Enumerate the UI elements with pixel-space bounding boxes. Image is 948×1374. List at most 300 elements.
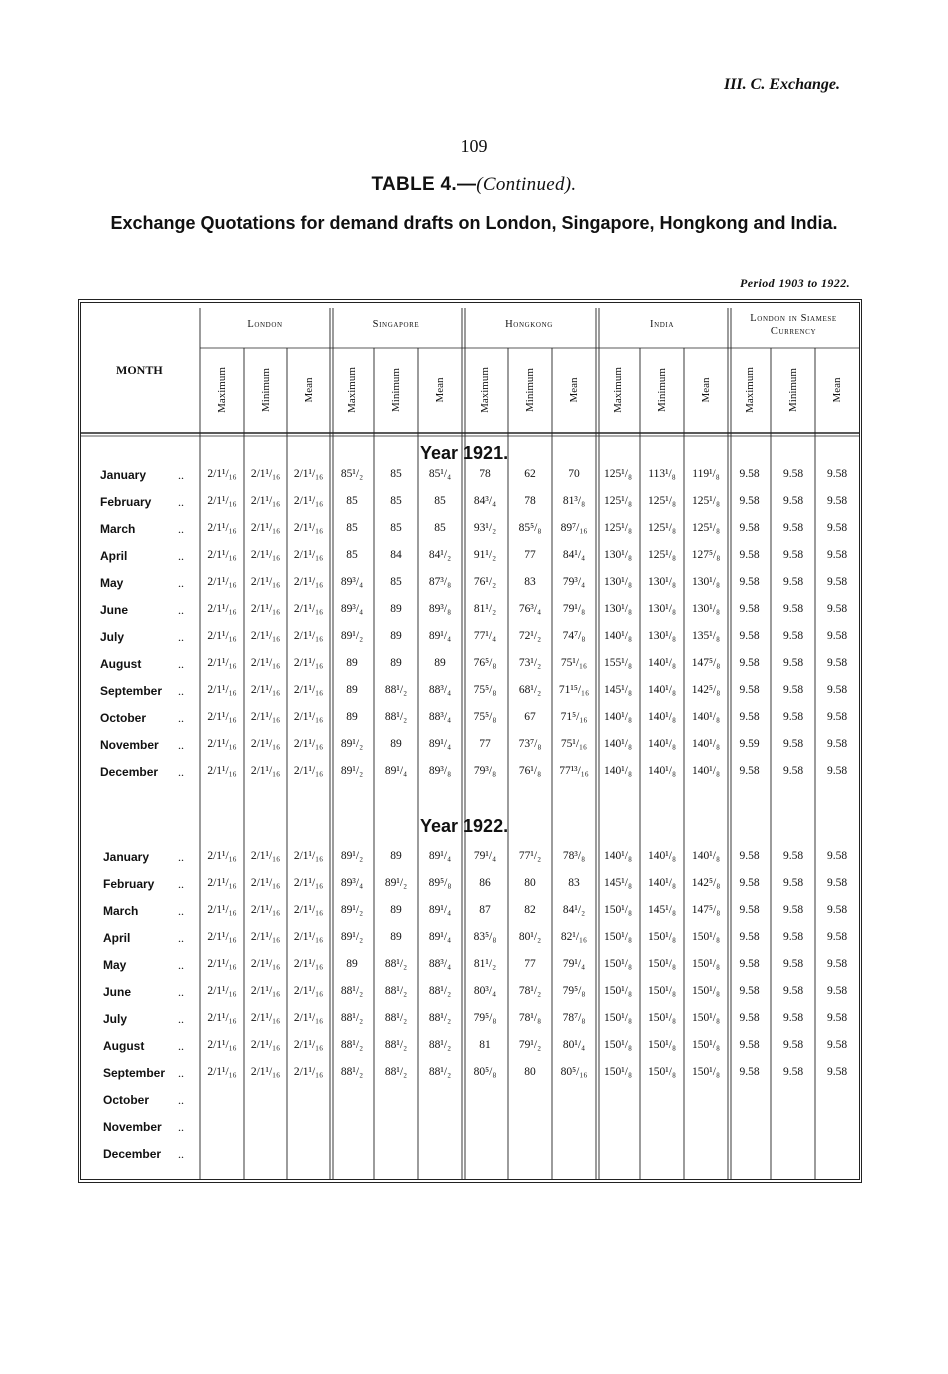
table-cell: 113¹/₈ — [648, 468, 676, 480]
table-cell: 9.58 — [826, 904, 848, 916]
table-cell: 2/1¹/₁₆ — [207, 877, 237, 889]
leader-dots: .. — [178, 738, 184, 752]
page-number: 109 — [460, 136, 488, 156]
table-cell: 88³/₄ — [428, 711, 452, 723]
table-cell: 150¹/₈ — [692, 1039, 720, 1051]
table-cell: 85¹/₄ — [428, 468, 452, 480]
table-cell: 9.58 — [739, 958, 760, 970]
table-cell: 83⁵/₈ — [473, 931, 497, 943]
leader-dots: .. — [178, 931, 184, 945]
table-cell: 125¹/₈ — [648, 522, 676, 534]
sub-header-minimum: Minimum — [787, 368, 799, 413]
table-cell: 88¹/₂ — [384, 1039, 408, 1051]
table-cell: 9.58 — [782, 576, 804, 588]
month-label: December — [100, 765, 159, 779]
table-cell: 77¹/₄ — [473, 630, 497, 642]
table-cell: 89 — [434, 657, 446, 669]
table-cell: 71¹⁵/₁₆ — [558, 684, 590, 696]
table-cell: 81³/₈ — [562, 495, 586, 507]
table-row — [0, 522, 948, 546]
table-cell: 9.58 — [826, 603, 848, 615]
table-cell: 130¹/₈ — [604, 603, 632, 615]
table-cell: 2/1¹/₁₆ — [293, 765, 324, 777]
table-title-continued: (Continued). — [476, 174, 577, 195]
table-cell: 89¹/₂ — [384, 877, 408, 889]
table-cell: 78¹/₂ — [518, 985, 542, 997]
table-cell: 89¹/₂ — [340, 850, 364, 862]
table-cell: 89 — [346, 958, 358, 970]
table-cell: 81 — [479, 1039, 491, 1051]
table-cell: 9.58 — [782, 877, 804, 889]
table-cell: 130¹/₈ — [692, 603, 720, 615]
table-cell: 2/1¹/₁₆ — [293, 522, 324, 534]
table-cell: 2/1¹/₁₆ — [207, 958, 237, 970]
table-cell: 89⁷/₁₆ — [560, 522, 588, 534]
table-cell: 82 — [524, 904, 536, 916]
month-label: March — [100, 522, 136, 536]
table-cell: 76³/₄ — [518, 603, 542, 615]
table-cell: 9.58 — [826, 495, 848, 507]
table-cell: 9.58 — [739, 603, 760, 615]
table-cell: 9.58 — [782, 931, 804, 943]
table-cell: 125¹/₈ — [604, 522, 632, 534]
table-cell: 9.58 — [826, 711, 848, 723]
month-label: February — [100, 495, 152, 509]
table-cell: 85 — [390, 468, 402, 480]
table-cell: 2/1¹/₁₆ — [207, 1039, 237, 1051]
table-cell: 79¹/₄ — [473, 850, 497, 862]
table-cell: 2/1¹/₁₆ — [293, 850, 324, 862]
table-cell: 2/1¹/₁₆ — [207, 850, 237, 862]
table-cell: 2/1¹/₁₆ — [293, 1039, 324, 1051]
table-row — [0, 850, 948, 874]
table-cell: 76¹/₂ — [473, 576, 497, 588]
leader-dots: .. — [178, 765, 184, 779]
table-cell: 2/1¹/₁₆ — [293, 576, 324, 588]
table-cell: 62 — [524, 468, 536, 480]
table-cell: 88¹/₂ — [428, 1012, 452, 1024]
leader-dots: .. — [178, 985, 184, 999]
table-cell: 2/1¹/₁₆ — [293, 711, 324, 723]
table-cell: 145¹/₈ — [648, 904, 676, 916]
table-cell: 85 — [346, 549, 358, 561]
table-cell: 89 — [390, 904, 402, 916]
table-cell: 77 — [524, 958, 536, 970]
table-cell: 2/1¹/₁₆ — [250, 576, 281, 588]
table-cell: 89¹/₄ — [428, 630, 452, 642]
table-cell: 125¹/₈ — [648, 495, 676, 507]
table-cell: 80¹/₄ — [562, 1039, 586, 1051]
table-cell: 80³/₄ — [473, 985, 497, 997]
table-cell: 2/1¹/₁₆ — [207, 765, 237, 777]
table-cell: 9.58 — [826, 522, 848, 534]
table-cell: 93¹/₂ — [473, 522, 497, 534]
table-cell: 9.58 — [739, 576, 760, 588]
table-cell: 88¹/₂ — [340, 1012, 364, 1024]
table-cell: 75¹/₁₆ — [560, 738, 588, 750]
table-cell: 140¹/₈ — [604, 850, 632, 862]
table-cell: 150¹/₈ — [692, 958, 720, 970]
table-cell: 150¹/₈ — [604, 904, 632, 916]
table-cell: 130¹/₈ — [604, 576, 632, 588]
leader-dots: .. — [178, 495, 184, 509]
table-cell: 89³/₄ — [340, 603, 364, 615]
table-cell: 9.58 — [826, 765, 848, 777]
table-cell: 77 — [479, 738, 491, 750]
table-row — [0, 1066, 948, 1090]
table-cell: 9.58 — [739, 684, 760, 696]
table-cell: 2/1¹/₁₆ — [250, 522, 281, 534]
month-label: January — [100, 468, 147, 482]
table-cell: 9.58 — [739, 549, 760, 561]
table-cell: 88¹/₂ — [340, 1066, 364, 1078]
year-label: Year 1922. — [420, 816, 509, 836]
table-cell: 9.59 — [739, 738, 760, 750]
table-cell: 89 — [346, 711, 358, 723]
table-cell: 2/1¹/₁₆ — [250, 1066, 281, 1078]
table-cell: 9.58 — [739, 877, 760, 889]
table-cell: 78¹/₈ — [518, 1012, 542, 1024]
table-cell: 77¹³/₁₆ — [559, 765, 589, 777]
table-cell: 85 — [434, 495, 446, 507]
month-label: August — [100, 657, 142, 671]
leader-dots: .. — [178, 1066, 184, 1080]
table-cell: 2/1¹/₁₆ — [250, 1012, 281, 1024]
table-cell: 2/1¹/₁₆ — [250, 958, 281, 970]
table-row — [0, 738, 948, 762]
table-cell: 9.58 — [782, 468, 804, 480]
table-cell: 89³/₄ — [340, 576, 364, 588]
table-cell: 140¹/₈ — [692, 765, 720, 777]
table-cell: 9.58 — [739, 630, 760, 642]
table-cell: 70 — [568, 468, 580, 480]
table-cell: 2/1¹/₁₆ — [293, 877, 324, 889]
table-cell: 125¹/₈ — [604, 468, 632, 480]
month-label: July — [100, 630, 125, 644]
table-cell: 9.58 — [826, 684, 848, 696]
leader-dots: .. — [178, 850, 184, 864]
table-cell: 145¹/₈ — [604, 877, 632, 889]
table-cell: 9.58 — [826, 958, 848, 970]
leader-dots: .. — [178, 657, 184, 671]
sub-header-maximum: Maximum — [216, 367, 228, 413]
leader-dots: .. — [178, 522, 184, 536]
table-cell: 2/1¹/₁₆ — [293, 738, 324, 750]
sub-header-mean: Mean — [831, 377, 843, 403]
table-cell: 88¹/₂ — [340, 985, 364, 997]
table-cell: 78³/₈ — [562, 850, 586, 862]
table-cell: 150¹/₈ — [604, 1066, 632, 1078]
table-cell: 150¹/₈ — [648, 1066, 676, 1078]
table-cell: 88¹/₂ — [428, 985, 452, 997]
table-cell: 9.58 — [739, 850, 760, 862]
table-cell: 88¹/₂ — [384, 985, 408, 997]
table-cell: 130¹/₈ — [648, 576, 676, 588]
group-header-london: London — [247, 319, 283, 330]
leader-dots: .. — [178, 1147, 184, 1161]
table-row — [0, 1147, 948, 1171]
month-label: October — [100, 711, 147, 725]
table-cell: 2/1¹/₁₆ — [293, 958, 324, 970]
leader-dots: .. — [178, 904, 184, 918]
leader-dots: .. — [178, 576, 184, 590]
table-cell: 76⁵/₈ — [473, 657, 497, 669]
table-cell: 89¹/₄ — [428, 904, 452, 916]
month-label: February — [103, 877, 155, 891]
month-label: January — [103, 850, 150, 864]
table-cell: 2/1¹/₁₆ — [207, 985, 237, 997]
table-cell: 2/1¹/₁₆ — [293, 904, 324, 916]
table-cell: 140¹/₈ — [648, 684, 676, 696]
table-cell: 150¹/₈ — [692, 985, 720, 997]
leader-dots: .. — [178, 1120, 184, 1134]
table-cell: 89 — [390, 657, 402, 669]
leader-dots: .. — [178, 1039, 184, 1053]
table-cell: 2/1¹/₁₆ — [250, 549, 281, 561]
table-cell: 140¹/₈ — [648, 877, 676, 889]
table-cell: 9.58 — [782, 1039, 804, 1051]
table-cell: 9.58 — [782, 765, 804, 777]
month-label: May — [100, 576, 124, 590]
table-cell: 150¹/₈ — [604, 958, 632, 970]
table-cell: 73¹/₂ — [518, 657, 542, 669]
table-cell: 80⁵/₈ — [473, 1066, 497, 1078]
year-label: Year 1921. — [420, 443, 509, 463]
table-cell: 9.58 — [826, 931, 848, 943]
table-cell: 85 — [390, 495, 402, 507]
table-row — [0, 495, 948, 519]
table-cell: 79⁵/₈ — [473, 1012, 497, 1024]
table-cell: 9.58 — [739, 985, 760, 997]
table-cell: 9.58 — [782, 522, 804, 534]
table-cell: 9.58 — [782, 738, 804, 750]
table-row — [0, 603, 948, 627]
month-label: June — [103, 985, 132, 999]
table-cell: 89 — [390, 630, 402, 642]
sub-header-minimum: Minimum — [390, 368, 402, 413]
table-cell: 125¹/₈ — [604, 495, 632, 507]
table-cell: 79¹/₂ — [518, 1039, 542, 1051]
table-cell: 85 — [390, 522, 402, 534]
table-cell: 88¹/₂ — [384, 1066, 408, 1078]
table-cell: 140¹/₈ — [604, 765, 632, 777]
table-cell: 130¹/₈ — [604, 549, 632, 561]
table-cell: 150¹/₈ — [604, 931, 632, 943]
table-cell: 9.58 — [826, 1012, 848, 1024]
table-cell: 142⁵/₈ — [691, 684, 721, 696]
table-cell: 81¹/₂ — [473, 603, 497, 615]
table-cell: 9.58 — [782, 904, 804, 916]
table-cell: 9.58 — [739, 522, 760, 534]
table-cell: 9.58 — [782, 1012, 804, 1024]
table-cell: 77 — [524, 549, 536, 561]
table-cell: 89¹/₄ — [384, 765, 408, 777]
table-cell: 87³/₈ — [428, 576, 452, 588]
table-cell: 125¹/₈ — [692, 495, 720, 507]
table-cell: 2/1¹/₁₆ — [207, 657, 237, 669]
table-cell: 73⁷/₈ — [518, 738, 542, 750]
sub-header-minimum: Minimum — [656, 368, 668, 413]
table-row — [0, 657, 948, 681]
leader-dots: .. — [178, 468, 184, 482]
table-subtitle: Exchange Quotations for demand drafts on London, Singapore, Hongkong and India. — [110, 213, 838, 233]
table-cell: 9.58 — [782, 985, 804, 997]
table-cell: 89³/₈ — [428, 603, 452, 615]
table-cell: 2/1¹/₁₆ — [207, 603, 237, 615]
group-header-india: India — [650, 319, 674, 330]
table-cell: 89 — [390, 931, 402, 943]
table-cell: 78 — [524, 495, 536, 507]
table-cell: 2/1¹/₁₆ — [207, 522, 237, 534]
table-cell: 2/1¹/₁₆ — [250, 985, 281, 997]
table-cell: 89¹/₄ — [428, 931, 452, 943]
table-cell: 85 — [434, 522, 446, 534]
table-cell: 80 — [524, 877, 536, 889]
sub-header-mean: Mean — [302, 377, 315, 403]
month-label: November — [103, 1120, 162, 1134]
table-cell: 2/1¹/₁₆ — [207, 1066, 237, 1078]
table-cell: 71⁵/₁₆ — [560, 711, 588, 723]
table-cell: 75⁵/₈ — [473, 711, 497, 723]
sub-header-maximum: Maximum — [743, 367, 756, 413]
table-cell: 127⁵/₈ — [691, 549, 721, 561]
table-cell: 150¹/₈ — [648, 985, 676, 997]
table-cell: 2/1¹/₁₆ — [250, 684, 281, 696]
table-cell: 2/1¹/₁₆ — [207, 711, 237, 723]
sub-header-minimum: Minimum — [524, 368, 536, 413]
leader-dots: .. — [178, 1012, 184, 1026]
table-row — [0, 1120, 948, 1144]
table-cell: 2/1¹/₁₆ — [293, 603, 324, 615]
table-cell: 84¹/₄ — [562, 549, 586, 561]
table-cell: 68¹/₂ — [518, 684, 542, 696]
leader-dots: .. — [178, 630, 184, 644]
table-cell: 150¹/₈ — [692, 931, 720, 943]
table-cell: 140¹/₈ — [692, 711, 720, 723]
month-label: October — [103, 1093, 150, 1107]
table-cell: 2/1¹/₁₆ — [250, 468, 281, 480]
table-row — [0, 684, 948, 708]
table-cell: 9.58 — [782, 657, 804, 669]
month-label: November — [100, 738, 159, 752]
leader-dots: .. — [178, 958, 184, 972]
table-cell: 140¹/₈ — [648, 850, 676, 862]
table-cell: 2/1¹/₁₆ — [250, 495, 281, 507]
table-cell: 9.58 — [826, 985, 848, 997]
group-header-london-in-siamese-currency: London in Siamese Currency — [750, 313, 837, 337]
month-label: August — [103, 1039, 145, 1053]
table-cell: 9.58 — [826, 576, 848, 588]
table-cell: 130¹/₈ — [648, 630, 676, 642]
table-cell: 2/1¹/₁₆ — [293, 985, 324, 997]
leader-dots: .. — [178, 549, 184, 563]
table-cell: 9.58 — [739, 468, 760, 480]
table-cell: 78 — [479, 468, 491, 480]
table-cell: 2/1¹/₁₆ — [250, 603, 281, 615]
table-cell: 77¹/₂ — [518, 850, 542, 862]
table-cell: 85⁵/₈ — [518, 522, 542, 534]
table-cell: 84¹/₂ — [562, 904, 586, 916]
table-cell: 2/1¹/₁₆ — [250, 1039, 281, 1051]
table-cell: 9.58 — [826, 738, 848, 750]
table-cell: 150¹/₈ — [604, 1039, 632, 1051]
table-cell: 82¹/₁₆ — [560, 931, 588, 943]
table-row — [0, 1093, 948, 1117]
month-column-header: MONTH — [116, 363, 163, 377]
month-label: April — [103, 931, 131, 945]
table-cell: 135¹/₈ — [692, 630, 720, 642]
table-cell: 2/1¹/₁₆ — [207, 1012, 237, 1024]
table-cell: 2/1¹/₁₆ — [207, 931, 237, 943]
table-cell: 83 — [568, 877, 580, 889]
table-cell: 9.58 — [782, 495, 804, 507]
table-cell: 140¹/₈ — [648, 657, 676, 669]
table-cell: 9.58 — [782, 958, 804, 970]
table-cell: 150¹/₈ — [604, 1012, 632, 1024]
table-cell: 140¹/₈ — [604, 738, 632, 750]
table-cell: 150¹/₈ — [604, 985, 632, 997]
table-cell: 155¹/₈ — [604, 657, 632, 669]
table-cell: 88³/₄ — [428, 684, 452, 696]
leader-dots: .. — [178, 684, 184, 698]
leader-dots: .. — [178, 603, 184, 617]
table-cell: 130¹/₈ — [648, 603, 676, 615]
table-cell: 88³/₄ — [428, 958, 452, 970]
table-cell: 88¹/₂ — [340, 1039, 364, 1051]
table-cell: 2/1¹/₁₆ — [250, 738, 281, 750]
table-cell: 2/1¹/₁₆ — [207, 630, 237, 642]
table-cell: 78⁷/₈ — [562, 1012, 586, 1024]
table-cell: 88¹/₂ — [428, 1066, 452, 1078]
table-cell: 75⁵/₈ — [473, 684, 497, 696]
table-cell: 2/1¹/₁₆ — [207, 576, 237, 588]
table-cell: 79³/₈ — [473, 765, 497, 777]
table-cell: 89¹/₄ — [428, 738, 452, 750]
sub-header-mean: Mean — [568, 377, 580, 403]
table-cell: 140¹/₈ — [604, 711, 632, 723]
sub-header-mean: Mean — [434, 377, 446, 403]
table-cell: 88¹/₂ — [384, 684, 408, 696]
leader-dots: .. — [178, 1093, 184, 1107]
table-cell: 9.58 — [826, 1066, 848, 1078]
table-cell: 2/1¹/₁₆ — [250, 931, 281, 943]
table-cell: 84³/₄ — [473, 495, 497, 507]
table-cell: 79¹/₄ — [562, 958, 586, 970]
table-row — [0, 985, 948, 1009]
table-cell: 9.58 — [826, 850, 848, 862]
table-cell: 9.58 — [782, 630, 804, 642]
table-cell: 2/1¹/₁₆ — [250, 630, 281, 642]
table-cell: 89³/₈ — [428, 765, 452, 777]
table-cell: 89¹/₂ — [340, 765, 364, 777]
table-cell: 9.58 — [782, 850, 804, 862]
table-cell: 2/1¹/₁₆ — [293, 931, 324, 943]
table-cell: 9.58 — [782, 711, 804, 723]
table-cell: 87 — [479, 904, 491, 916]
table-cell: 2/1¹/₁₆ — [293, 630, 324, 642]
table-cell: 74⁷/₈ — [562, 630, 586, 642]
table-cell: 86 — [479, 877, 491, 889]
table-cell: 2/1¹/₁₆ — [207, 495, 237, 507]
table-cell: 91¹/₂ — [473, 549, 497, 561]
table-cell: 2/1¹/₁₆ — [250, 850, 281, 862]
table-cell: 9.58 — [826, 630, 848, 642]
table-row — [0, 630, 948, 654]
month-label: June — [100, 603, 129, 617]
table-cell: 2/1¹/₁₆ — [207, 904, 237, 916]
group-header-hongkong: Hongkong — [505, 319, 553, 330]
table-cell: 9.58 — [739, 711, 760, 723]
